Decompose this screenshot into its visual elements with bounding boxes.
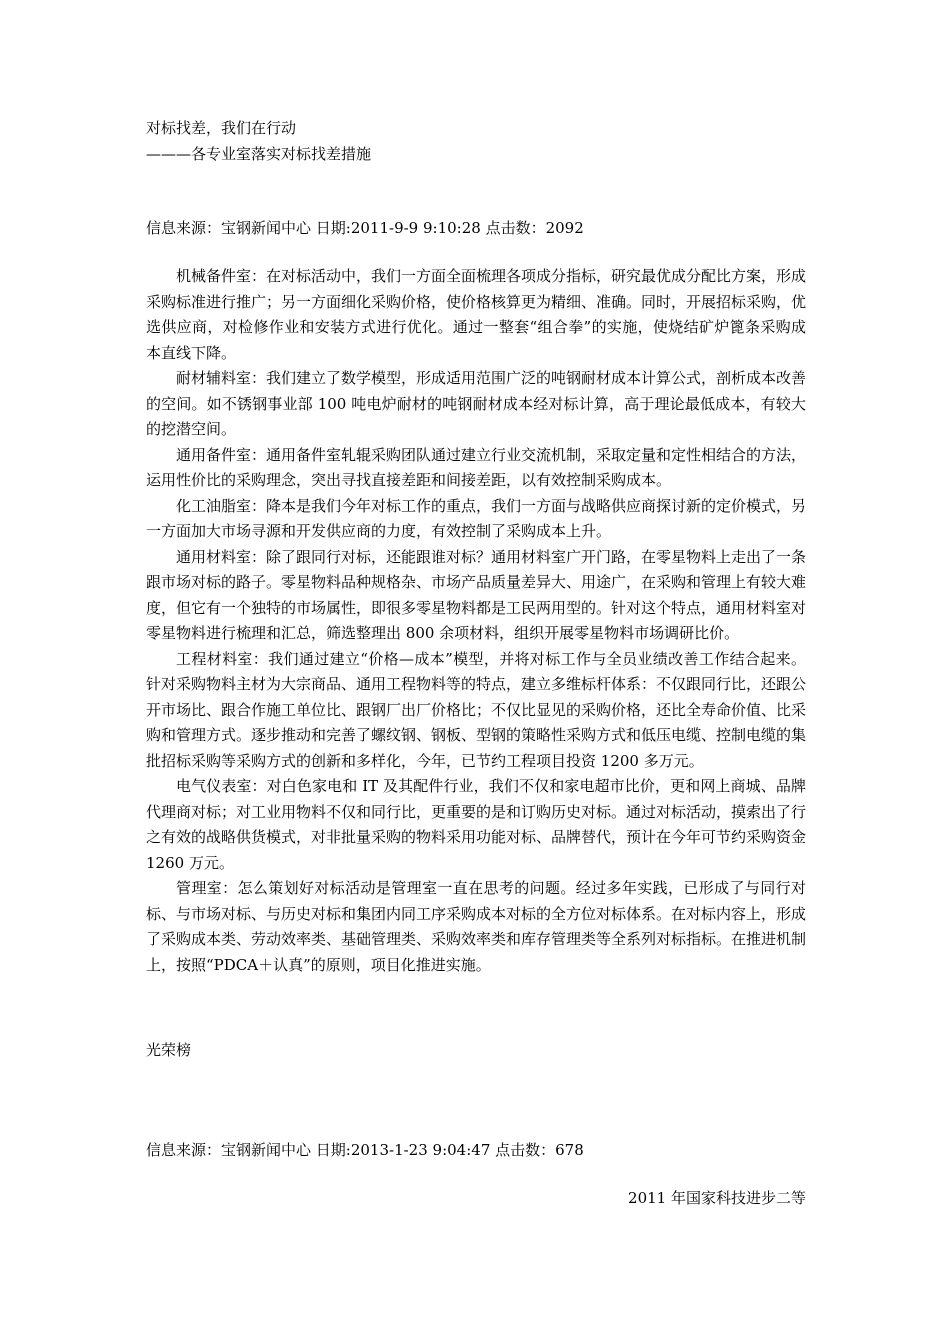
paragraph-mechanical-parts: 机械备件室：在对标活动中，我们一方面全面梳理各项成分指标，研究最优成分配比方案，形成采购标准进行推广；另一方面细化采购价格，使价格核算更为精细、准确。同时，开展招标采购，优选供应商，对检修作业和安装方式进行优化。通过一整套“组合拳”的实施，使烧结矿炉篦条采购成本直线下降。 — [146, 267, 807, 362]
award-line: 2011 年国家科技进步二等 — [628, 1189, 806, 1207]
paragraph-electrical-instruments: 电气仪表室：对白色家电和 IT 及其配件行业，我们不仅和家电超市比价，更和网上商城、品牌代理商对标；对工业用物料不仅和同行比，更重要的是和订购历史对标。通过对标活动，摸索出了行之有效的战略供货模式，对非批量采购的物料采用功能对标、品牌替代，预计在今年可节约采购资金 1260 万元。 — [146, 777, 807, 872]
article-body — [146, 264, 806, 978]
honor-roll-title: 光荣榜 — [146, 1041, 192, 1059]
paragraph-engineering-materials: 工程材料室：我们通过建立“价格—成本”模型，并将对标工作与全员业绩改善工作结合起来。针对采购物料主材为大宗商品、通用工程物料等的特点，建立多维标杆体系：不仅跟同行比，还跟公开市场比、跟合作施工单位比、跟钢厂出厂价格比；不仅比显见的采购价格，还比全寿命价值、比采购和管理方式。逐步推动和完善了螺纹钢、钢板、型钢的策略性采购方式和低压电缆、控制电缆的集批招标采购等采购方式的创新和多样化，今年，已节约工程项目投资 1200 多万元。 — [146, 649, 807, 770]
paragraph-chemical-grease: 化工油脂室：降本是我们今年对标工作的重点，我们一方面与战略供应商探讨新的定价模式，另一方面加大市场寻源和开发供应商的力度，有效控制了采购成本上升。 — [146, 496, 807, 540]
article-subtitle: ———各专业室落实对标找差措施 — [146, 145, 372, 163]
source-info-line: 信息来源：宝钢新闻中心 日期:2011-9-9 9:10:28 点击数：2092 — [146, 219, 584, 237]
paragraph-refractory: 耐材辅料室：我们建立了数学模型，形成适用范围广泛的吨钢耐材成本计算公式，剖析成本改善的空间。如不锈钢事业部 100 吨电炉耐材的吨钢耐材成本经对标计算，高于理论最低成本，有较大的挖潜空间。 — [146, 369, 807, 438]
paragraph-management: 管理室：怎么策划好对标活动是管理室一直在思考的问题。经过多年实践，已形成了与同行对标、与市场对标、与历史对标和集团内同工序采购成本对标的全方位对标体系。在对标内容上，形成了采购成本类、劳动效率类、基础管理类、采购效率类和库存管理类等全系列对标指标。在推进机制上，按照“PDCA＋认真”的原则，项目化推进实施。 — [146, 879, 807, 974]
article-title: 对标找差，我们在行动 — [146, 119, 297, 137]
paragraph-general-parts: 通用备件室：通用备件室轧辊采购团队通过建立行业交流机制，采取定量和定性相结合的方法，运用性价比的采购理念，突出寻找直接差距和间接差距，以有效控制采购成本。 — [146, 445, 807, 489]
source-info-line-2: 信息来源：宝钢新闻中心 日期:2013-1-23 9:04:47 点击数：678 — [146, 1141, 584, 1159]
paragraph-general-materials: 通用材料室：除了跟同行对标，还能跟谁对标？通用材料室广开门路，在零星物料上走出了一条跟市场对标的路子。零星物料品种规格杂、市场产品质量差异大、用途广，在采购和管理上有较大难度，但它有一个独特的市场属性，即很多零星物料都是工民两用型的。针对这个特点，通用材料室对零星物料进行梳理和汇总，筛选整理出 800 余项材料，组织开展零星物料市场调研比价。 — [146, 547, 807, 642]
